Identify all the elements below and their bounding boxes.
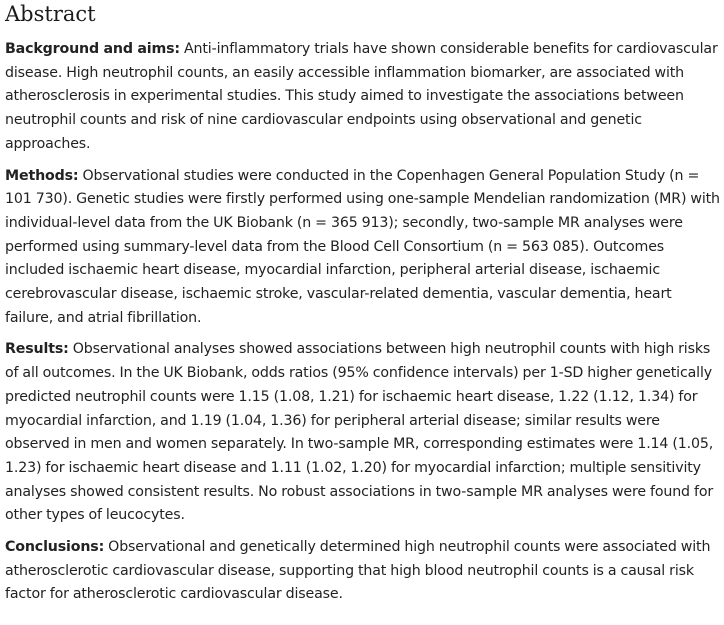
section-label-conclusions: Conclusions: [5, 539, 105, 556]
abstract-heading: Abstract [5, 2, 96, 26]
abstract-conclusions-section [5, 536, 722, 607]
section-text-conclusions: Observational and genetically determined high neutrophil counts were associated with atherosclerotic cardiovascular disease, supporting that high blood neutrophil counts is a causal risk factor for atherosclerotic cardiovascular disease. [5, 539, 711, 603]
section-text-results: Observational analyses showed associations between high neutrophil counts with high risks of all outcomes. In the UK Biobank, odds ratios (95% confidence intervals) per 1-SD higher genetically predicted neutrophil counts were 1.15 (1.08, 1.21) for ischaemic heart disease, 1.22 (1.12, 1.34) for myocardial infarction, and 1.19 (1.04, 1.36) for peripheral arterial disease; similar results were observed in men and women separately. In two-sample MR, corresponding estimates were 1.14 (1.05, 1.23) for ischaemic heart disease and 1.11 (1.02, 1.20) for myocardial infarction; multiple sensitivity analyses showed consistent results. No robust associations in two-sample MR analyses were found for other types of leucocytes. [5, 341, 714, 524]
section-label-results: Results: [5, 341, 69, 358]
section-text-methods: Observational studies were conducted in the Copenhagen General Population Study (n = 101 730). Genetic studies were firstly performed using one-sample Mendelian randomization (MR) with individual-level data from the UK Biobank (n = 365 913); secondly, two-sample MR analyses were performed using summary-level data from the Blood Cell Consortium (n = 563 085). Outcomes included ischaemic heart disease, myocardial infarction, peripheral arterial disease, ischaemic cerebrovascular disease, ischaemic stroke, vascular-related dementia, vascular dementia, heart failure, and atrial fibrillation. [5, 167, 720, 326]
section-label-background: Background and aims: [5, 41, 180, 57]
section-text-background: Anti-inflammatory trials have shown considerable benefits for cardiovascular disease. High neutrophil counts, an easily accessible inflammation biomarker, are associated with atherosclerosis in experimental studies. This study aimed to investigate the associations between neutrophil counts and risk of nine cardiovascular endpoints using observational and genetic approaches. [5, 41, 718, 152]
section-label-methods: Methods: [5, 167, 79, 184]
abstract-background-section [5, 38, 722, 157]
abstract-results-section [5, 338, 722, 528]
abstract-methods-section [5, 165, 722, 331]
